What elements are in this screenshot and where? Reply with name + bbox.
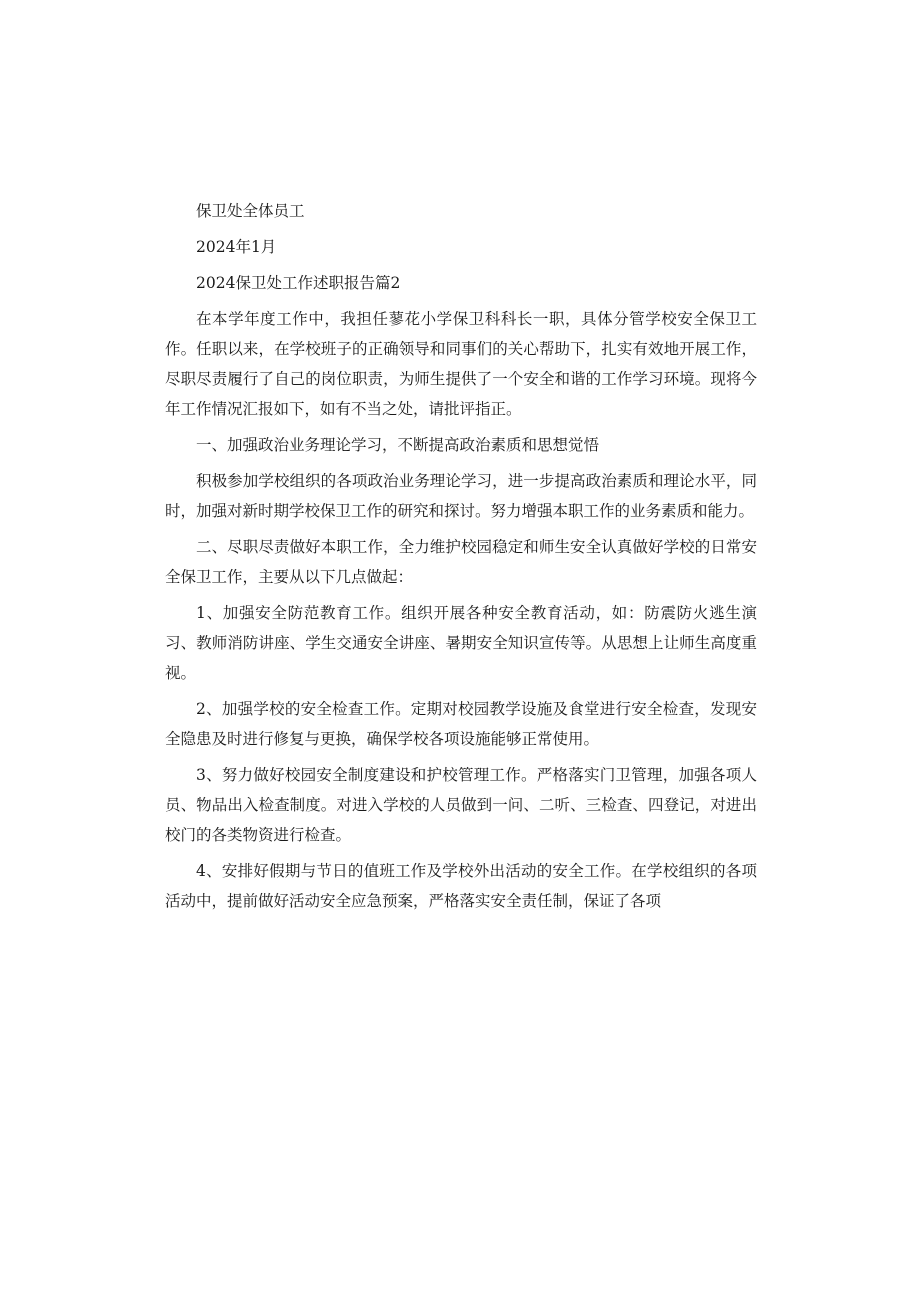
paragraph-item-3: 3、努力做好校园安全制度建设和护校管理工作。严格落实门卫管理，加强各项人员、物品出入检查制度。对进入学校的人员做到一问、二听、三检查、四登记，对进出校门的各类物资进行检查。 xyxy=(165,766,757,844)
paragraph-item-1: 1、加强安全防范教育工作。组织开展各种安全教育活动，如：防震防火逃生演习、教师消防讲座、学生交通安全讲座、暑期安全知识宣传等。从思想上让师生高度重视。 xyxy=(165,604,757,682)
paragraph-section-1-title: 一、加强政治业务理论学习，不断提高政治素质和思想觉悟 xyxy=(196,436,600,454)
paragraph-intro: 在本学年度工作中，我担任蓼花小学保卫科科长一职，具体分管学校安全保卫工作。任职以来，在学校班子的正确领导和同事们的关心帮助下，扎实有效地开展工作，尽职尽责履行了自己的岗位职责，为师生提供了一个安全和谐的工作学习环境。现将今年工作情况汇报如下，如有不当之处，请批评指正。 xyxy=(165,310,757,418)
paragraph-section-1-body: 积极参加学校组织的各项政治业务理论学习，进一步提高政治素质和理论水平，同时，加强对新时期学校保卫工作的研究和探讨。努力增强本职工作的业务素质和能力。 xyxy=(165,472,757,520)
document-page xyxy=(165,196,757,922)
signature-org: 保卫处全体员工 xyxy=(196,202,305,220)
signature-date: 2024年1月 xyxy=(196,238,277,256)
paragraph-section-2-title: 二、尽职尽责做好本职工作，全力维护校园稳定和师生安全认真做好学校的日常安全保卫工作，主要从以下几点做起： xyxy=(165,538,757,586)
section-heading: 2024保卫处工作述职报告篇2 xyxy=(196,274,401,292)
paragraph-item-2: 2、加强学校的安全检查工作。定期对校园教学设施及食堂进行安全检查，发现安全隐患及时进行修复与更换，确保学校各项设施能够正常使用。 xyxy=(165,700,757,748)
paragraph-item-4: 4、安排好假期与节日的值班工作及学校外出活动的安全工作。在学校组织的各项活动中，提前做好活动安全应急预案，严格落实安全责任制，保证了各项 xyxy=(165,862,757,910)
